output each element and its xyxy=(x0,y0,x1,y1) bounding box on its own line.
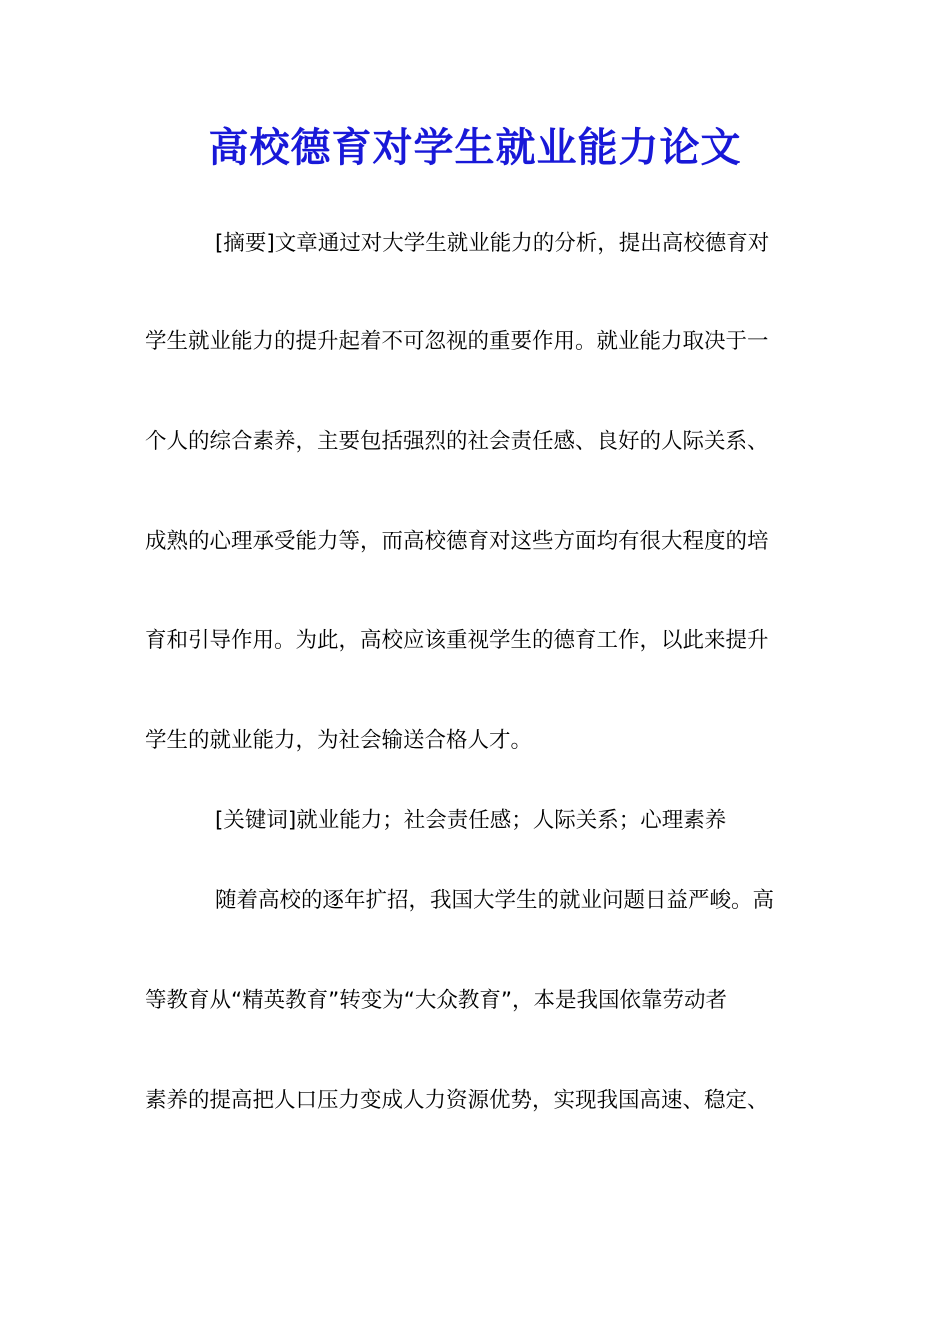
abstract-line: [摘要]文章通过对大学生就业能力的分析，提出高校德育对 xyxy=(215,231,770,256)
abstract-line: 育和引导作用。为此，高校应该重视学生的德育工作，以此来提升 xyxy=(145,628,769,653)
keywords-line: [关键词]就业能力；社会责任感；人际关系；心理素养 xyxy=(215,808,727,833)
abstract-line: 成熟的心理承受能力等，而高校德育对这些方面均有很大程度的培 xyxy=(145,529,769,554)
document-title: 高校德育对学生就业能力论文 xyxy=(208,124,742,171)
body-line: 随着高校的逐年扩招，我国大学生的就业问题日益严峻。高 xyxy=(215,888,775,913)
abstract-line: 学生就业能力的提升起着不可忽视的重要作用。就业能力取决于一 xyxy=(145,329,769,354)
abstract-line: 学生的就业能力，为社会输送合格人才。 xyxy=(145,728,533,753)
body-line: 素养的提高把人口压力变成人力资源优势，实现我国高速、稳定、 xyxy=(145,1088,769,1113)
body-line: 等教育从“精英教育”转变为“大众教育”，本是我国依靠劳动者 xyxy=(145,988,728,1013)
abstract-line: 个人的综合素养，主要包括强烈的社会责任感、良好的人际关系、 xyxy=(145,429,769,454)
